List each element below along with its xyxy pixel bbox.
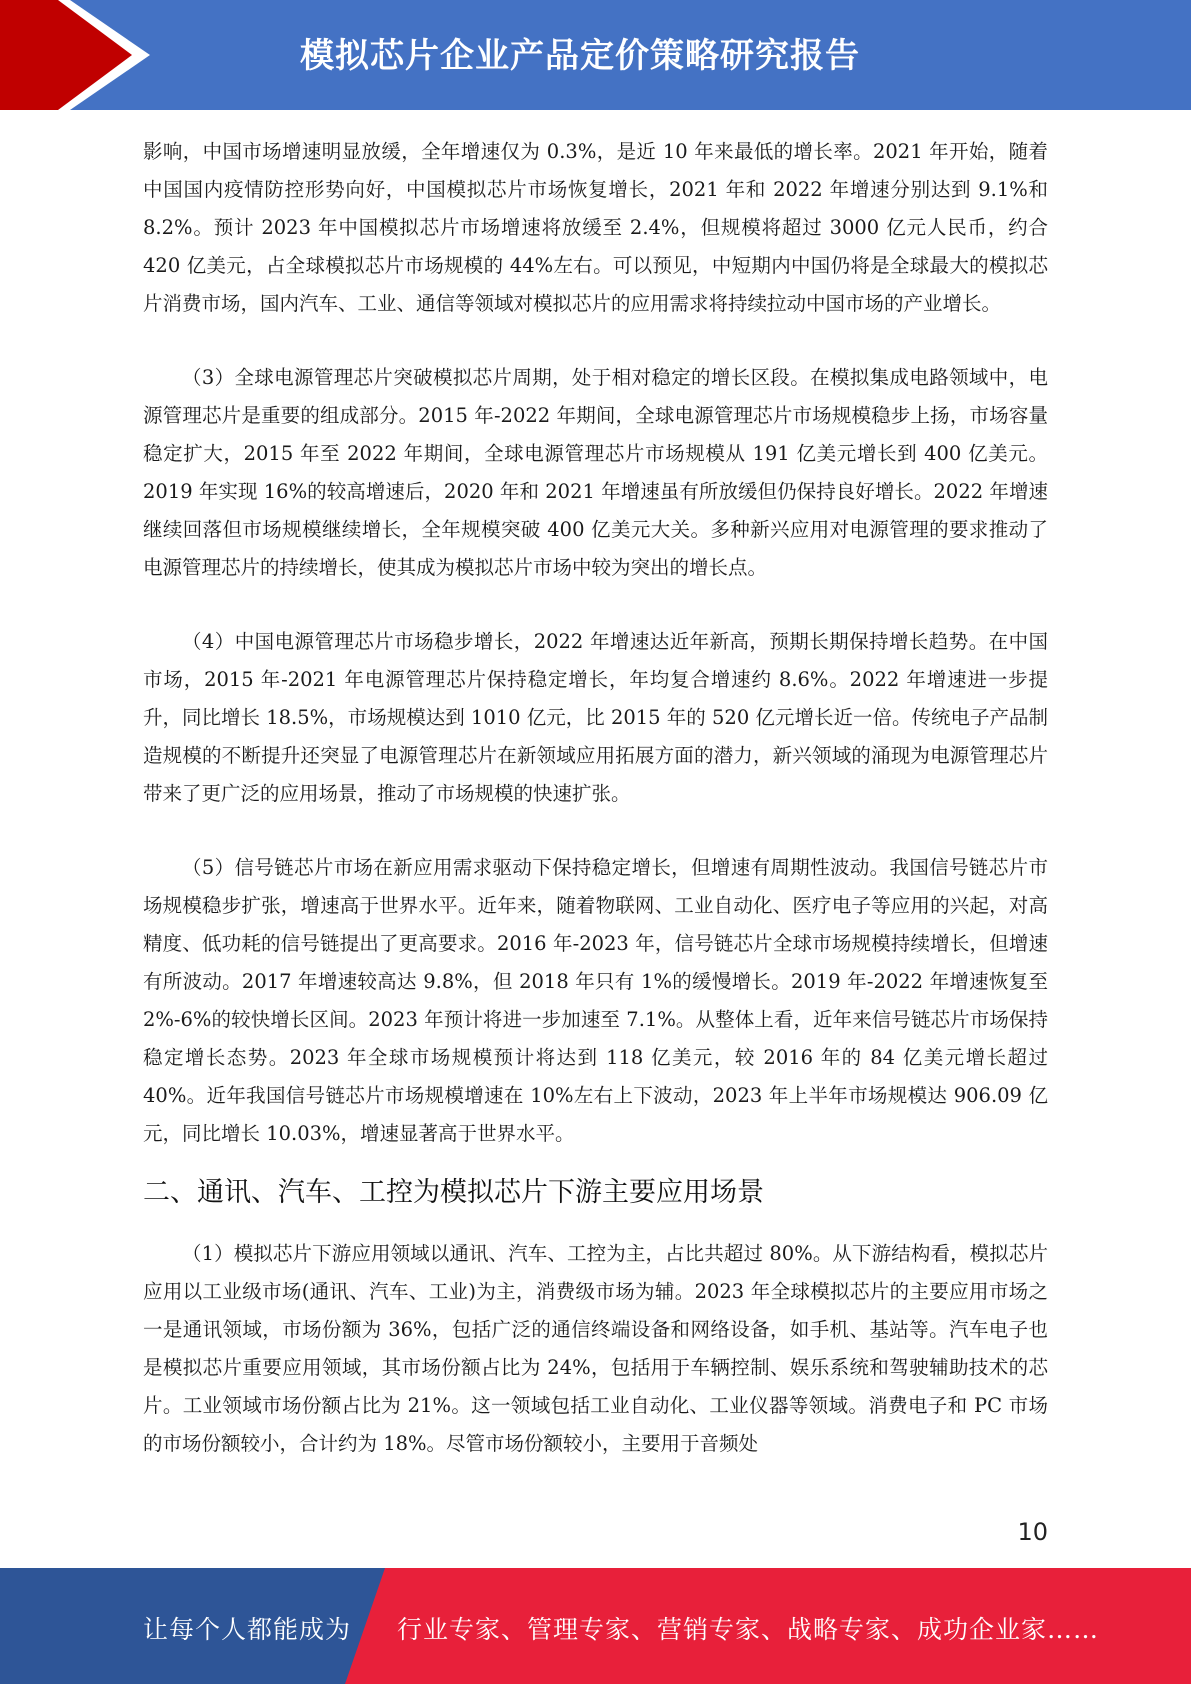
report-title: 模拟芯片企业产品定价策略研究报告 [300,36,860,76]
paragraph-downstream-applications: （1）模拟芯片下游应用领域以通讯、汽车、工控为主，占比共超过 80%。从下游结构看，模拟芯片应用以工业级市场(通讯、汽车、工业)为主，消费级市场为辅。2023 年全球模拟芯片的主要应用市场之一是通讯领域，市场份额为 36%，包括广泛的通信终端设备和网络设备，如手机、基站等。汽车电子也是模拟芯片重要应用领域，其市场份额占比为 24%，包括用于车辆控制、娱乐系统和驾驶辅助技术的芯片。工业领域市场份额占比为 21%。这一领域包括工业自动化、工业仪器等领域。消费电子和 PC 市场的市场份额较小，合计约为 18%。尽管市场份额较小，主要用于音频处 [143,1242,1048,1455]
footer-slogan-left: 让每个人都能成为 [143,1615,352,1644]
report-body [143,133,1048,1463]
page-header [0,0,1191,110]
page-footer [0,1568,1191,1684]
paragraph-global-power-management: （3）全球电源管理芯片突破模拟芯片周期，处于相对稳定的增长区段。在模拟集成电路领域中，电源管理芯片是重要的组成部分。2015 年-2022 年期间，全球电源管理芯片市场规模稳步上扬，市场容量稳定扩大，2015 年至 2022 年期间，全球电源管理芯片市场规模从 191 亿美元增长到 400 亿美元。2019 年实现 16%的较高增速后，2020 年和 2021 年增速虽有所放缓但仍保持良好增长。2022 年增速继续回落但市场规模继续增长，全年规模突破 400 亿美元大关。多种新兴应用对电源管理的要求推动了电源管理芯片的持续增长，使其成为模拟芯片市场中较为突出的增长点。 [143,366,1048,579]
paragraph-china-power-management: （4）中国电源管理芯片市场稳步增长，2022 年增速达近年新高，预期长期保持增长趋势。在中国市场，2015 年-2021 年电源管理芯片保持稳定增长，年均复合增速约 8.6%。2022 年增速进一步提升，同比增长 18.5%，市场规模达到 1010 亿元，比 2015 年的 520 亿元增长近一倍。传统电子产品制造规模的不断提升还突显了电源管理芯片在新领域应用拓展方面的潜力，新兴领域的涌现为电源管理芯片带来了更广泛的应用场景，推动了市场规模的快速扩张。 [143,630,1048,805]
paragraph-china-market: 影响，中国市场增速明显放缓，全年增速仅为 0.3%，是近 10 年来最低的增长率。2021 年开始，随着中国国内疫情防控形势向好，中国模拟芯片市场恢复增长，2021 年和 2022 年增速分别达到 9.1%和 8.2%。预计 2023 年中国模拟芯片市场增速将放缓至 2.4%，但规模将超过 3000 亿元人民币，约合 420 亿美元，占全球模拟芯片市场规模的 44%左右。可以预见，中短期内中国仍将是全球最大的模拟芯片消费市场，国内汽车、工业、通信等领域对模拟芯片的应用需求将持续拉动中国市场的产业增长。 [143,140,1048,315]
paragraph-signal-chain: （5）信号链芯片市场在新应用需求驱动下保持稳定增长，但增速有周期性波动。我国信号链芯片市场规模稳步扩张，增速高于世界水平。近年来，随着物联网、工业自动化、医疗电子等应用的兴起，对高精度、低功耗的信号链提出了更高要求。2016 年-2023 年，信号链芯片全球市场规模持续增长，但增速有所波动。2017 年增速较高达 9.8%，但 2018 年只有 1%的缓慢增长。2019 年-2022 年增速恢复至 2%-6%的较快增长区间。2023 年预计将进一步加速至 7.1%。从整体上看，近年来信号链芯片市场保持稳定增长态势。2023 年全球市场规模预计将达到 118 亿美元，较 2016 年的 84 亿美元增长超过 40%。近年我国信号链芯片市场规模增速在 10%左右上下波动，2023 年上半年市场规模达 906.09 亿元，同比增长 10.03%，增速显著高于世界水平。 [143,856,1048,1145]
page-number: 10 [1017,1518,1048,1546]
header-chevron-icon [0,0,160,110]
section-heading: 二、通讯、汽车、工控为模拟芯片下游主要应用场景 [143,1177,764,1208]
footer-slogan-right: 行业专家、管理专家、营销专家、战略专家、成功企业家…… [397,1615,1100,1644]
